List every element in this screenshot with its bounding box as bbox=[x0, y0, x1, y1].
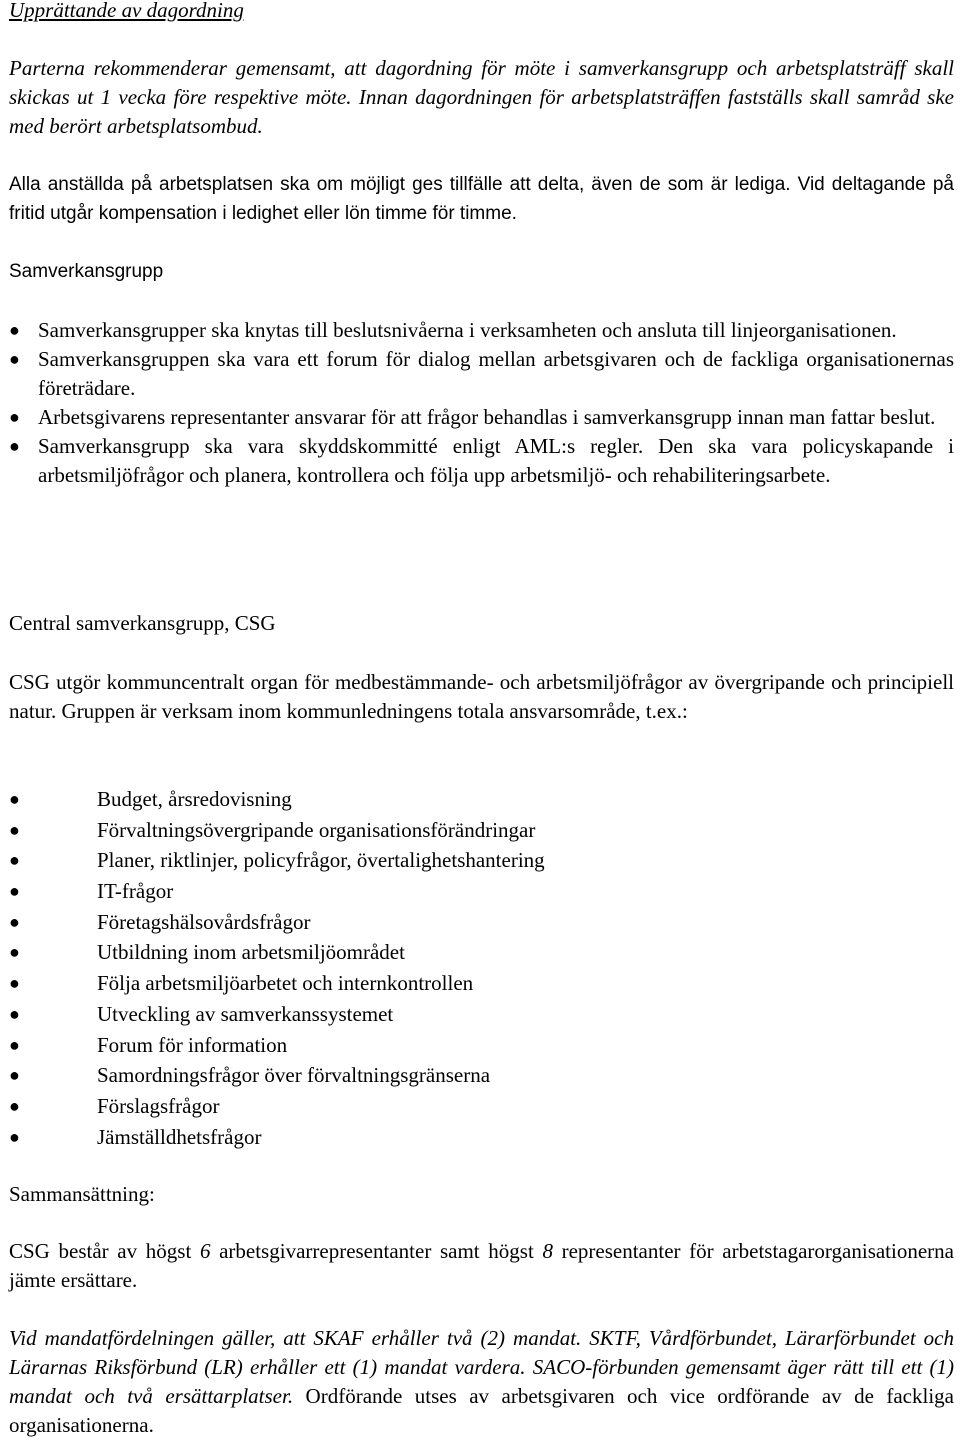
heading-samverkansgrupp: Samverkansgrupp bbox=[9, 261, 164, 282]
list-item bbox=[9, 815, 545, 846]
bullet-icon: ● bbox=[9, 911, 20, 932]
list-item-text: Arbetsgivarens representanter ansvarar för att frågor behandlas i samverkansgrupp innan man fattar beslut. bbox=[38, 405, 936, 429]
paragraph-participation: Alla anställda på arbetsplatsen ska om möjligt ges tillfälle att delta, även de som är lediga. Vid deltagande på fritid utgår kompensation i ledighet eller lön timme för timme. bbox=[9, 174, 954, 224]
list-item-text: Utbildning inom arbetsmiljöområdet bbox=[97, 940, 405, 965]
list-item bbox=[9, 968, 545, 999]
list-item-text: Samordningsfrågor över förvaltningsgränserna bbox=[97, 1063, 491, 1088]
bullet-icon: ● bbox=[9, 407, 20, 427]
label-composition: Sammansättning: bbox=[9, 1182, 155, 1206]
bullet-icon: ● bbox=[9, 1126, 20, 1147]
paragraph-agenda: Parterna rekommenderar gemensamt, att dagordning för möte i samverkansgrupp och arbetsplatsträff skall skickas ut 1 vecka före respektive möte. Innan dagordningen för arbetsplatsträffen fastställs skall samråd ske med berört arbetsplatsombud. bbox=[9, 56, 954, 138]
paragraph-mandates bbox=[9, 1324, 954, 1440]
bullet-icon: ● bbox=[9, 789, 20, 809]
list-item bbox=[9, 1060, 545, 1091]
composition-text-3: representanter för arbetstagarorganisationerna jämte ersättare. bbox=[9, 1239, 954, 1292]
list-item bbox=[9, 876, 545, 907]
list-item bbox=[9, 937, 545, 968]
bullet-icon: ● bbox=[9, 349, 20, 369]
list-item bbox=[9, 1030, 545, 1061]
mandates-normal: Ordförande utses av arbetsgivaren och vice ordförande av de fackliga organisationerna. bbox=[9, 1384, 954, 1437]
bullet-icon: ● bbox=[9, 819, 20, 840]
list-item-text: Samverkansgruppen ska vara ett forum för dialog mellan arbetsgivaren och de fackliga organisationernas företrädare. bbox=[38, 347, 954, 400]
paragraph-csg: CSG utgör kommuncentralt organ för medbestämmande- och arbetsmiljöfrågor av övergripande och principiell natur. Gruppen är verksam inom kommunledningens totala ansvarsområde, t.ex.: bbox=[9, 670, 954, 723]
bullet-icon: ● bbox=[9, 436, 20, 456]
mandates-italic: Vid mandatfördelningen gäller, att SKAF erhåller två (2) mandat. SKTF, Vårdförbundet, Lärarförbundet och Lärarnas Riksförbund (LR) erhåller ett (1) mandat vardera. SACO-förbunden gemensamt äger rätt till ett (1) mandat och två ersättarplatser. bbox=[9, 1326, 954, 1408]
list-item bbox=[9, 845, 545, 876]
list-item-text: Utveckling av samverkanssystemet bbox=[97, 1001, 394, 1026]
bullet-icon: ● bbox=[9, 973, 20, 994]
bullet-icon: ● bbox=[9, 850, 20, 871]
list-item-text: Följa arbetsmiljöarbetet och internkontrollen bbox=[97, 971, 474, 996]
list-item-text: Forum för information bbox=[97, 1032, 288, 1057]
csg-areas-list bbox=[9, 784, 545, 1152]
list-item-text: Förslagsfrågor bbox=[97, 1093, 220, 1118]
list-item bbox=[9, 999, 545, 1030]
list-item bbox=[9, 907, 545, 938]
union-count: 8 bbox=[542, 1239, 553, 1263]
list-item-text: Samverkansgrupper ska knytas till beslutsnivåerna i verksamheten och ansluta till linjeorganisationen. bbox=[38, 318, 897, 342]
list-item bbox=[9, 784, 545, 815]
list-item-text: Samverkansgrupp ska vara skyddskommitté enligt AML:s regler. Den ska vara policyskapande i arbetsmiljöfrågor och planera, kontrollera och följa upp arbetsmiljö- och rehabiliteringsarbete. bbox=[38, 434, 954, 487]
list-item bbox=[9, 403, 954, 432]
paragraph-composition bbox=[9, 1237, 954, 1295]
bullet-icon: ● bbox=[9, 1003, 20, 1024]
list-item bbox=[9, 1091, 545, 1122]
bullet-icon: ● bbox=[9, 1034, 20, 1055]
composition-text-1: CSG består av högst bbox=[9, 1239, 200, 1263]
samverkansgrupp-list bbox=[9, 316, 954, 490]
list-item bbox=[9, 345, 954, 403]
composition-text-2: arbetsgivarrepresentanter samt högst bbox=[210, 1239, 543, 1263]
list-item bbox=[9, 316, 954, 345]
bullet-icon: ● bbox=[9, 881, 20, 902]
list-item-text: Budget, årsredovisning bbox=[97, 787, 292, 811]
list-item-text: Förvaltningsövergripande organisationsförändringar bbox=[97, 817, 536, 842]
list-item-text: IT-frågor bbox=[97, 879, 174, 904]
list-item-text: Planer, riktlinjer, policyfrågor, övertalighetshantering bbox=[97, 848, 545, 873]
bullet-icon: ● bbox=[9, 942, 20, 963]
heading-csg: Central samverkansgrupp, CSG bbox=[9, 611, 276, 635]
list-item bbox=[9, 1122, 545, 1153]
bullet-icon: ● bbox=[9, 1095, 20, 1116]
bullet-icon: ● bbox=[9, 320, 20, 340]
list-item-text: Företagshälsovårdsfrågor bbox=[97, 909, 311, 934]
list-item bbox=[9, 432, 954, 490]
bullet-icon: ● bbox=[9, 1065, 20, 1086]
employer-count: 6 bbox=[199, 1239, 211, 1263]
heading-agenda: Upprättande av dagordning bbox=[9, 0, 244, 22]
list-item-text: Jämställdhetsfrågor bbox=[97, 1124, 262, 1149]
